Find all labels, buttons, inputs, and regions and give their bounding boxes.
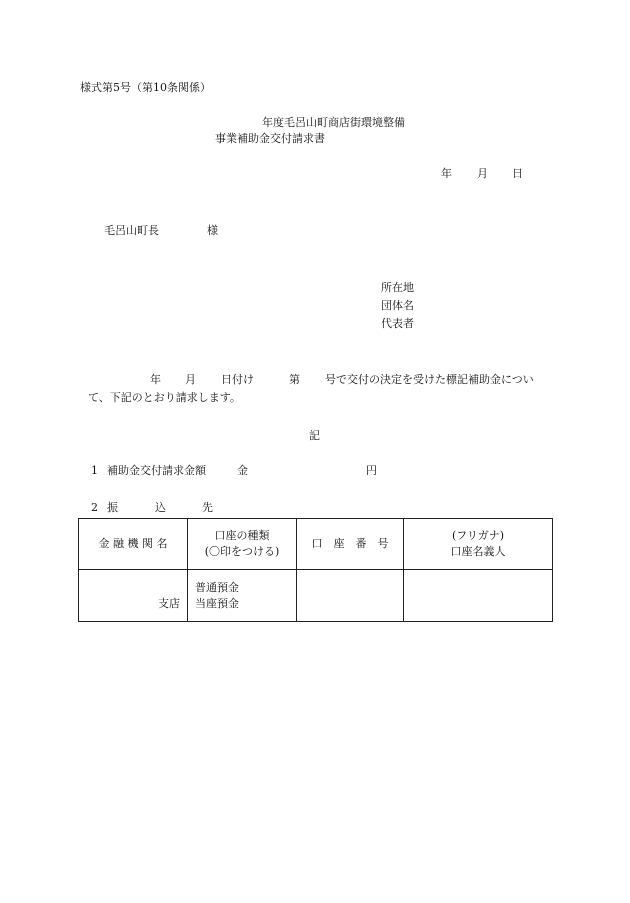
table-row xyxy=(79,570,553,622)
item2-label-char-2: 込 xyxy=(155,501,166,514)
header-holder-line-2: 口座名義人 xyxy=(450,545,506,558)
header-type-line-1: 口座の種類 xyxy=(214,529,270,542)
applicant-address-label: 所在地 xyxy=(381,281,414,294)
account-type-cell[interactable] xyxy=(188,570,297,622)
title-line-2: 事業補助金交付請求書 xyxy=(215,132,325,145)
date-day-label: 日 xyxy=(512,167,523,180)
header-account-holder xyxy=(404,519,553,570)
date-month-label: 月 xyxy=(477,167,488,180)
item2-label-char-1: 振 xyxy=(107,501,118,514)
form-number: 様式第5号（第10条関係） xyxy=(80,81,211,94)
date-year-label: 年 xyxy=(441,167,452,180)
addressee-honorific: 様 xyxy=(207,224,218,237)
applicant-group-label: 団体名 xyxy=(381,299,414,312)
item1-yen: 円 xyxy=(366,464,377,477)
bank-name-cell[interactable] xyxy=(79,570,188,622)
account-number-cell[interactable] xyxy=(297,570,404,622)
header-account-type xyxy=(188,519,297,570)
item1-number: 1 xyxy=(91,464,98,477)
header-bank xyxy=(79,519,188,570)
body-year: 年 xyxy=(150,373,161,386)
item2-number: 2 xyxy=(91,501,98,514)
item2-label-char-3: 先 xyxy=(202,501,213,514)
header-type-line-2: (〇印をつける) xyxy=(204,545,280,558)
applicant-representative-label: 代表者 xyxy=(381,317,414,330)
body-line-1-rest: 号で交付の決定を受けた標記補助金につい xyxy=(325,373,534,386)
transfer-table xyxy=(78,518,553,622)
type-option-ordinary: 普通預金 xyxy=(195,580,239,594)
body-line-2: て、下記のとおり請求します。 xyxy=(88,391,241,404)
header-account-number xyxy=(297,519,404,570)
account-holder-cell[interactable] xyxy=(404,570,553,622)
item1-kin: 金 xyxy=(237,464,248,477)
header-bank-label: 金 融 機 関 名 xyxy=(98,537,168,550)
ki-heading: 記 xyxy=(309,429,320,442)
item1-label: 補助金交付請求金額 xyxy=(107,464,206,477)
branch-label: 支店 xyxy=(158,597,180,610)
header-holder-line-1: (フリガナ) xyxy=(451,529,505,542)
body-dai: 第 xyxy=(289,373,300,386)
title-line-1: 年度毛呂山町商店街環境整備 xyxy=(262,116,405,129)
addressee-name: 毛呂山町長 xyxy=(104,224,159,237)
body-month: 月 xyxy=(185,373,196,386)
header-account-number-label: 口 座 番 号 xyxy=(311,537,389,550)
body-day-dated: 日付け xyxy=(221,373,254,386)
type-option-current: 当座預金 xyxy=(195,596,239,610)
table-header-row xyxy=(79,519,553,570)
